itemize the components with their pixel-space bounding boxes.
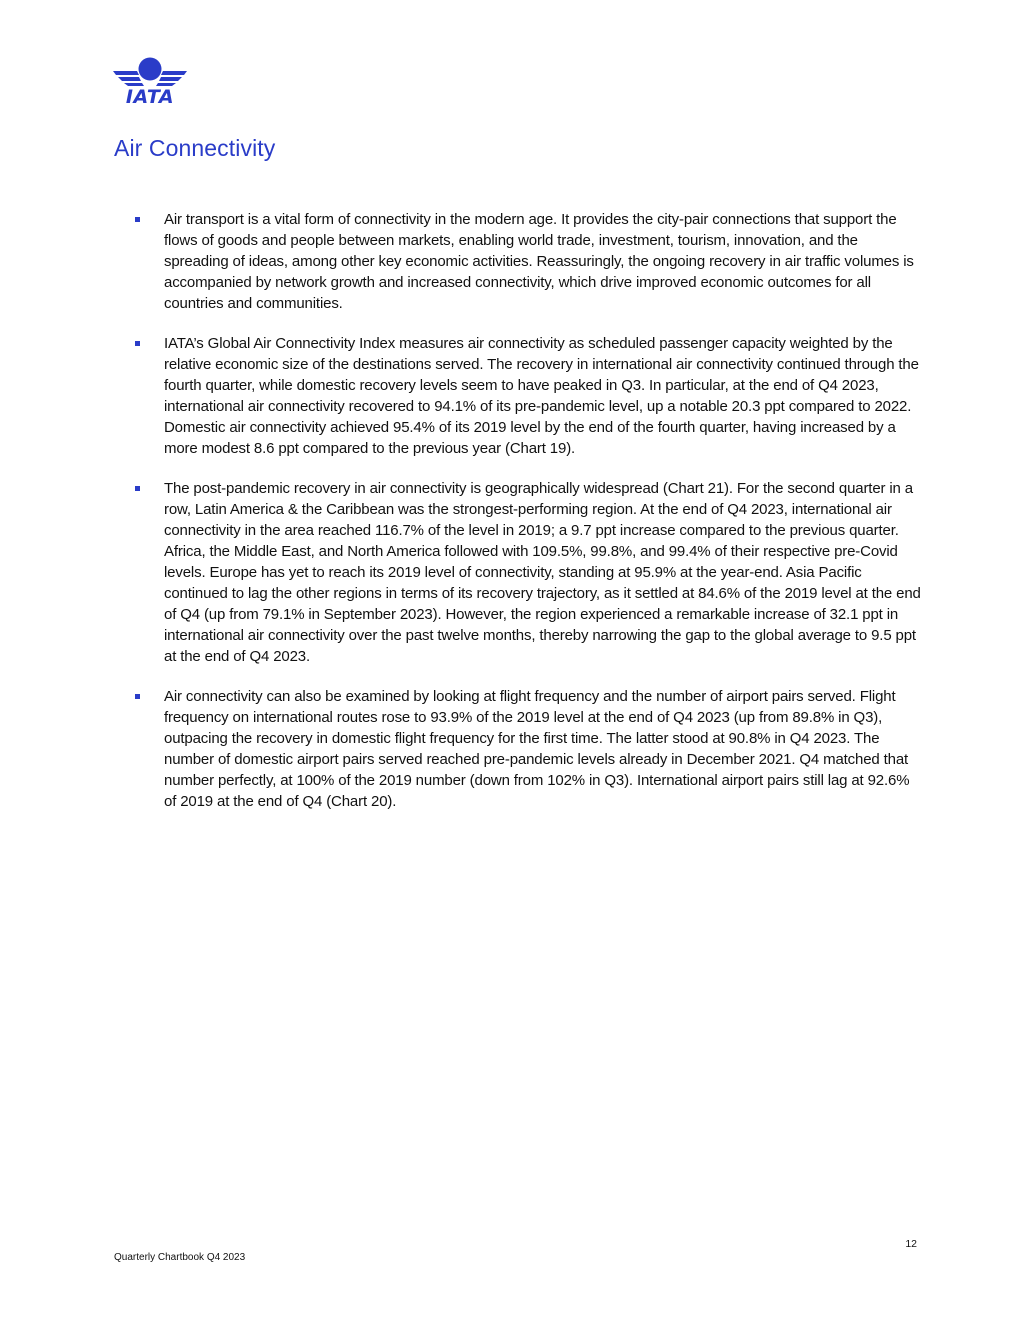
paragraph-text: Air connectivity can also be examined by looking at flight frequency and the number of airport pairs served. Flight frequency on international routes rose to 93.9% of the 2019 level at the end of Q4 2023 (up from 89.8% in Q3), outpacing the recovery in domestic flight frequency for the first time. The latter stood at 90.8% in Q4 2023. The number of domestic airport pairs served reached pre-pandemic levels already in December 2021. Q4 matched that number perfectly, at 100% of the 2019 number (down from 102% in Q3). International airport pairs still lag at 92.6% of 2019 at the end of Q4 (Chart 20). [164, 688, 910, 810]
iata-logo [112, 56, 188, 106]
list-item [132, 478, 922, 667]
iata-logo-icon [112, 56, 188, 106]
list-item [132, 209, 922, 314]
footer-publication: Quarterly Chartbook Q4 2023 [114, 1252, 246, 1263]
bullet-list [132, 209, 922, 831]
page-number: 12 [905, 1238, 917, 1250]
list-item [132, 686, 922, 812]
paragraph-text: IATA’s Global Air Connectivity Index measures air connectivity as scheduled passenger capacity weighted by the relative economic size of the destinations served. The recovery in international air connectivity continued through the fourth quarter, while domestic recovery levels seem to have peaked in Q3. In particular, at the end of Q4 2023, international air connectivity recovered to 94.1% of its pre-pandemic level, up a notable 20.3 ppt compared to 2022. Domestic air connectivity achieved 95.4% of its 2019 level by the end of the fourth quarter, having increased by a more modest 8.6 ppt compared to the previous year (Chart 19). [164, 335, 919, 457]
paragraph-text: Air transport is a vital form of connectivity in the modern age. It provides the city-pair connections that support the flows of goods and people between markets, enabling world trade, investment, tourism, innovation, and the spreading of ideas, among other key economic activities. Reassuringly, the ongoing recovery in air traffic volumes is accompanied by network growth and increased connectivity, which drive improved economic outcomes for all countries and communities. [164, 211, 914, 312]
square-bullet-icon [135, 341, 140, 346]
square-bullet-icon [135, 217, 140, 222]
page-title: Air Connectivity [114, 135, 276, 161]
square-bullet-icon [135, 486, 140, 491]
list-item [132, 333, 922, 459]
iata-logo-text: IATA [125, 86, 175, 106]
square-bullet-icon [135, 694, 140, 699]
paragraph-text: The post-pandemic recovery in air connectivity is geographically widespread (Chart 21). For the second quarter in a row, Latin America & the Caribbean was the strongest-performing region. At the end of Q4 2023, international air connectivity in the area reached 116.7% of the level in 2019; a 9.7 ppt increase compared to the previous quarter. Africa, the Middle East, and North America followed with 109.5%, 99.8%, and 99.4% of their respective pre-Covid levels. Europe has yet to reach its 2019 level of connectivity, standing at 95.9% at the year-end. Asia Pacific continued to lag the other regions in terms of its recovery trajectory, as it settled at 84.6% of the 2019 level at the end of Q4 (up from 79.1% in September 2023). However, the region experienced a remarkable increase of 32.1 ppt in international air connectivity over the past twelve months, thereby narrowing the gap to the global average to 9.5 ppt at the end of Q4 2023. [164, 480, 921, 665]
